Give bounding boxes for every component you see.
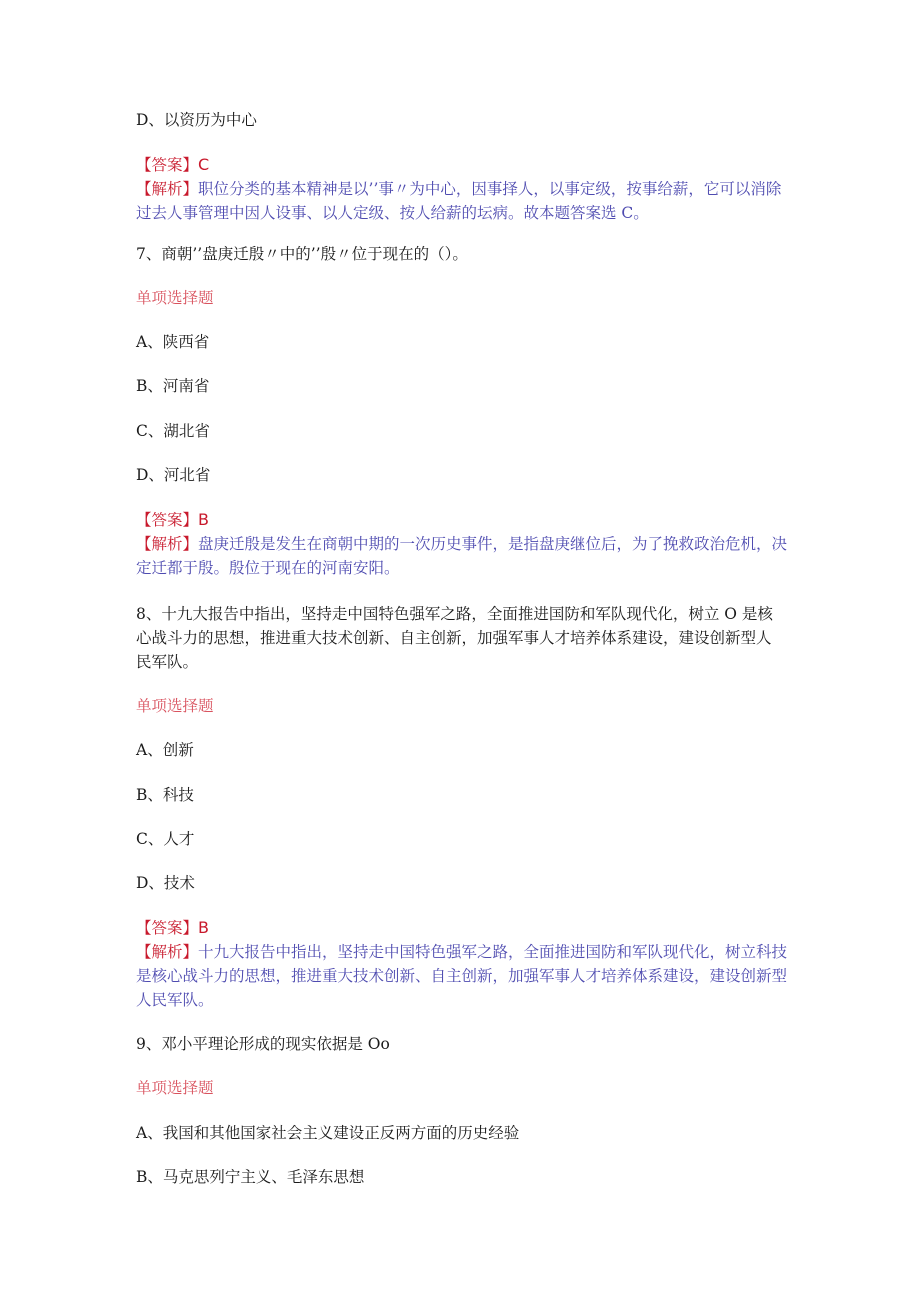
q7-answer-row: [136, 508, 796, 532]
answer-tag: 【答案】: [136, 511, 199, 529]
q7-stem: 7、商朝’’盘庚迁殷〃中的’’殷〃位于现在的（）。: [136, 245, 468, 263]
q8-answer-explanation: [136, 916, 796, 1012]
q9-option-a: A、我国和其他国家社会主义建设正反两方面的历史经验: [136, 1124, 520, 1142]
q7-option-b: B、河南省: [136, 377, 210, 395]
q8-stem: [136, 602, 796, 674]
q7-option-a: A、陕西省: [136, 333, 210, 351]
explanation-tag: 【解析】: [136, 943, 199, 961]
q7-option-c: C、湖北省: [136, 422, 210, 440]
q8-explanation-row-2: 是核心战斗力的思想，推进重大技术创新、自主创新，加强军事人才培养体系建设，建设创新型: [136, 967, 788, 985]
q9-option-b: B、马克思列宁主义、毛泽东思想: [136, 1168, 365, 1186]
q6-answer-explanation: [136, 153, 796, 225]
q7-explanation-row-2: 定迁都于殷。殷位于现在的河南安阳。: [136, 559, 400, 577]
explanation-tag: 【解析】: [136, 180, 199, 198]
answer-value: B: [198, 510, 209, 529]
q8-stem-line-2: 心战斗力的思想，推进重大技术创新、自主创新，加强军事人才培养体系建设，建设创新型人: [136, 629, 772, 647]
q6-answer-row: [136, 153, 796, 177]
q8-explanation-row-3: 人民军队。: [136, 991, 214, 1009]
q8-option-b: B、科技: [136, 786, 194, 804]
answer-value: B: [198, 918, 209, 937]
q8-stem-line-3: 民军队。: [136, 653, 199, 671]
q8-option-d: D、技术: [136, 874, 195, 892]
q6-explanation-row-2: 过去人事管理中因人设事、以人定级、按人给薪的坛病。故本题答案选 C。: [136, 204, 649, 222]
q7-question-type: 单项选择题: [136, 289, 214, 307]
explanation-tag: 【解析】: [136, 535, 199, 553]
q7-option-d: D、河北省: [136, 466, 211, 484]
explanation-text: 盘庚迁殷是发生在商朝中期的一次历史事件，是指盘庚继位后，为了挽救政治危机，决: [198, 535, 788, 553]
answer-tag: 【答案】: [136, 156, 199, 174]
q8-answer-row: [136, 916, 796, 940]
q8-option-a: A、创新: [136, 741, 194, 759]
q8-question-type: 单项选择题: [136, 697, 214, 715]
q9-stem: 9、邓小平理论形成的现实依据是 Oo: [136, 1035, 390, 1053]
q8-stem-line-1: 8、十九大报告中指出，坚持走中国特色强军之路，全面推进国防和军队现代化，树立 O 是核: [136, 605, 773, 623]
explanation-text: 十九大报告中指出，坚持走中国特色强军之路，全面推进国防和军队现代化，树立科技: [198, 943, 788, 961]
q8-explanation-row-1: [136, 940, 796, 964]
q7-explanation-row-1: [136, 532, 796, 556]
q9-question-type: 单项选择题: [136, 1079, 214, 1097]
q6-explanation-row-1: [136, 177, 796, 201]
answer-tag: 【答案】: [136, 919, 199, 937]
explanation-text: 职位分类的基本精神是以’’事〃为中心，因事择人，以事定级，按事给薪，它可以消除: [198, 180, 782, 198]
q8-option-c: C、人才: [136, 830, 195, 848]
q6-option-d: D、以资历为中心: [136, 111, 257, 129]
answer-value: C: [198, 155, 210, 174]
q7-answer-explanation: [136, 508, 796, 580]
